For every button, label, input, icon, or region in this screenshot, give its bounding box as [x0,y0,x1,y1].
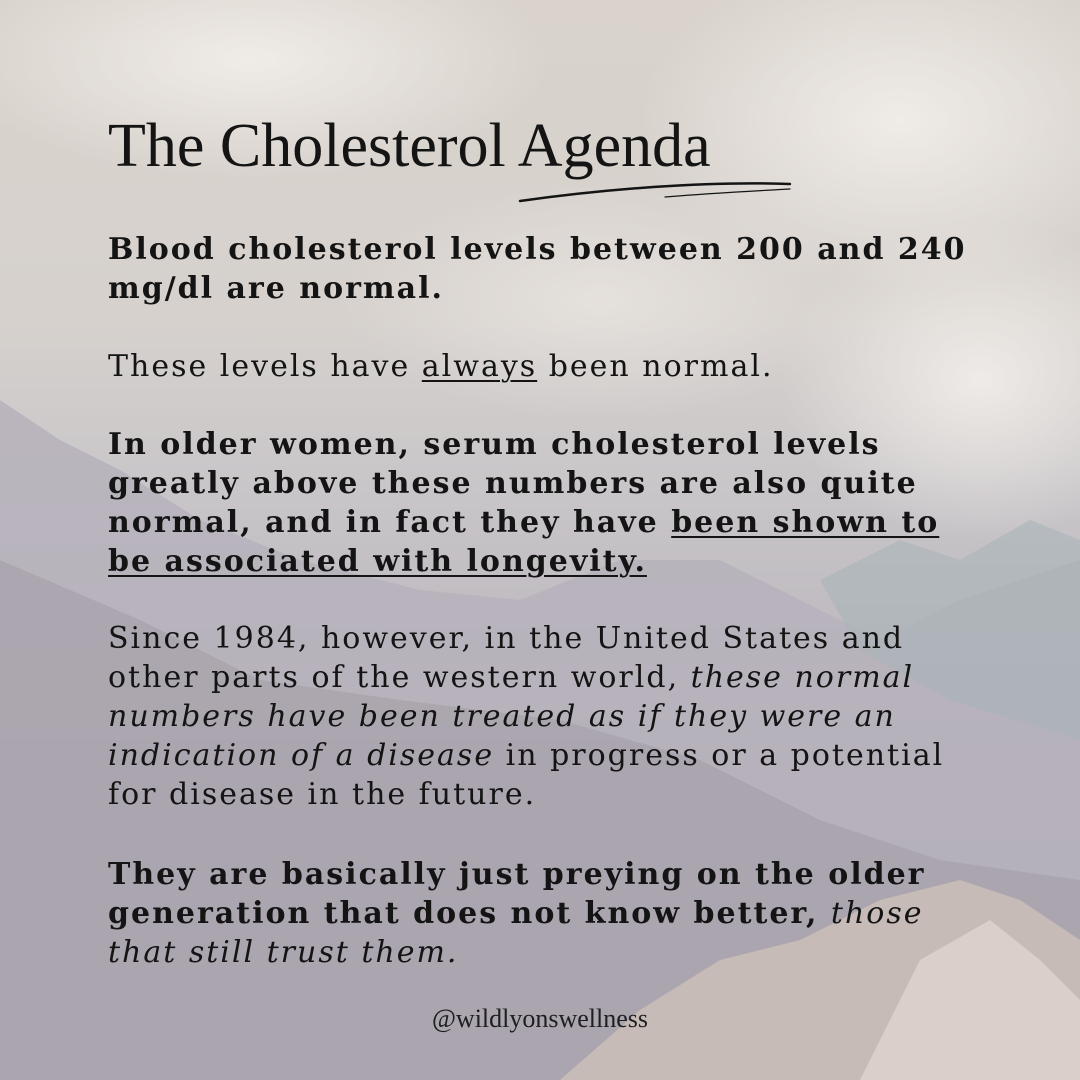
author-handle: @wildlyonswellness [431,1004,649,1033]
p4-text-end: in progress or a potential for disease in the future. [108,738,945,812]
p2-text-end: been normal. [537,349,774,384]
p4-text-start: Since 1984, however, in the United States and other parts of the western world, [108,621,905,695]
longevity-link[interactable]: been shown to be associated with longevity. [108,505,940,579]
paragraph-preying [108,855,968,972]
paragraph-older-women [108,425,968,581]
p4-italic: these normal numbers have been treated as if they were an indication of a disease [108,660,915,773]
paragraph-normal-levels: Blood cholesterol levels between 200 and 240 mg/dl are normal. [108,232,967,306]
p5-italic: those that still trust them. [108,896,924,970]
p2-text-start: These levels have [108,349,422,384]
page-title: The Cholesterol Agenda [108,112,711,180]
p5-bold: They are basically just preying on the older generation that does not know better, [108,857,926,931]
underline-swoosh [515,175,800,211]
paragraph-always-normal [108,347,968,386]
p3-text: In older women, serum cholesterol levels greatly above these numbers are also quite normal, and in fact they have [108,427,918,540]
paragraph-since-1984 [108,619,968,814]
emphasis-always: always [421,349,538,384]
